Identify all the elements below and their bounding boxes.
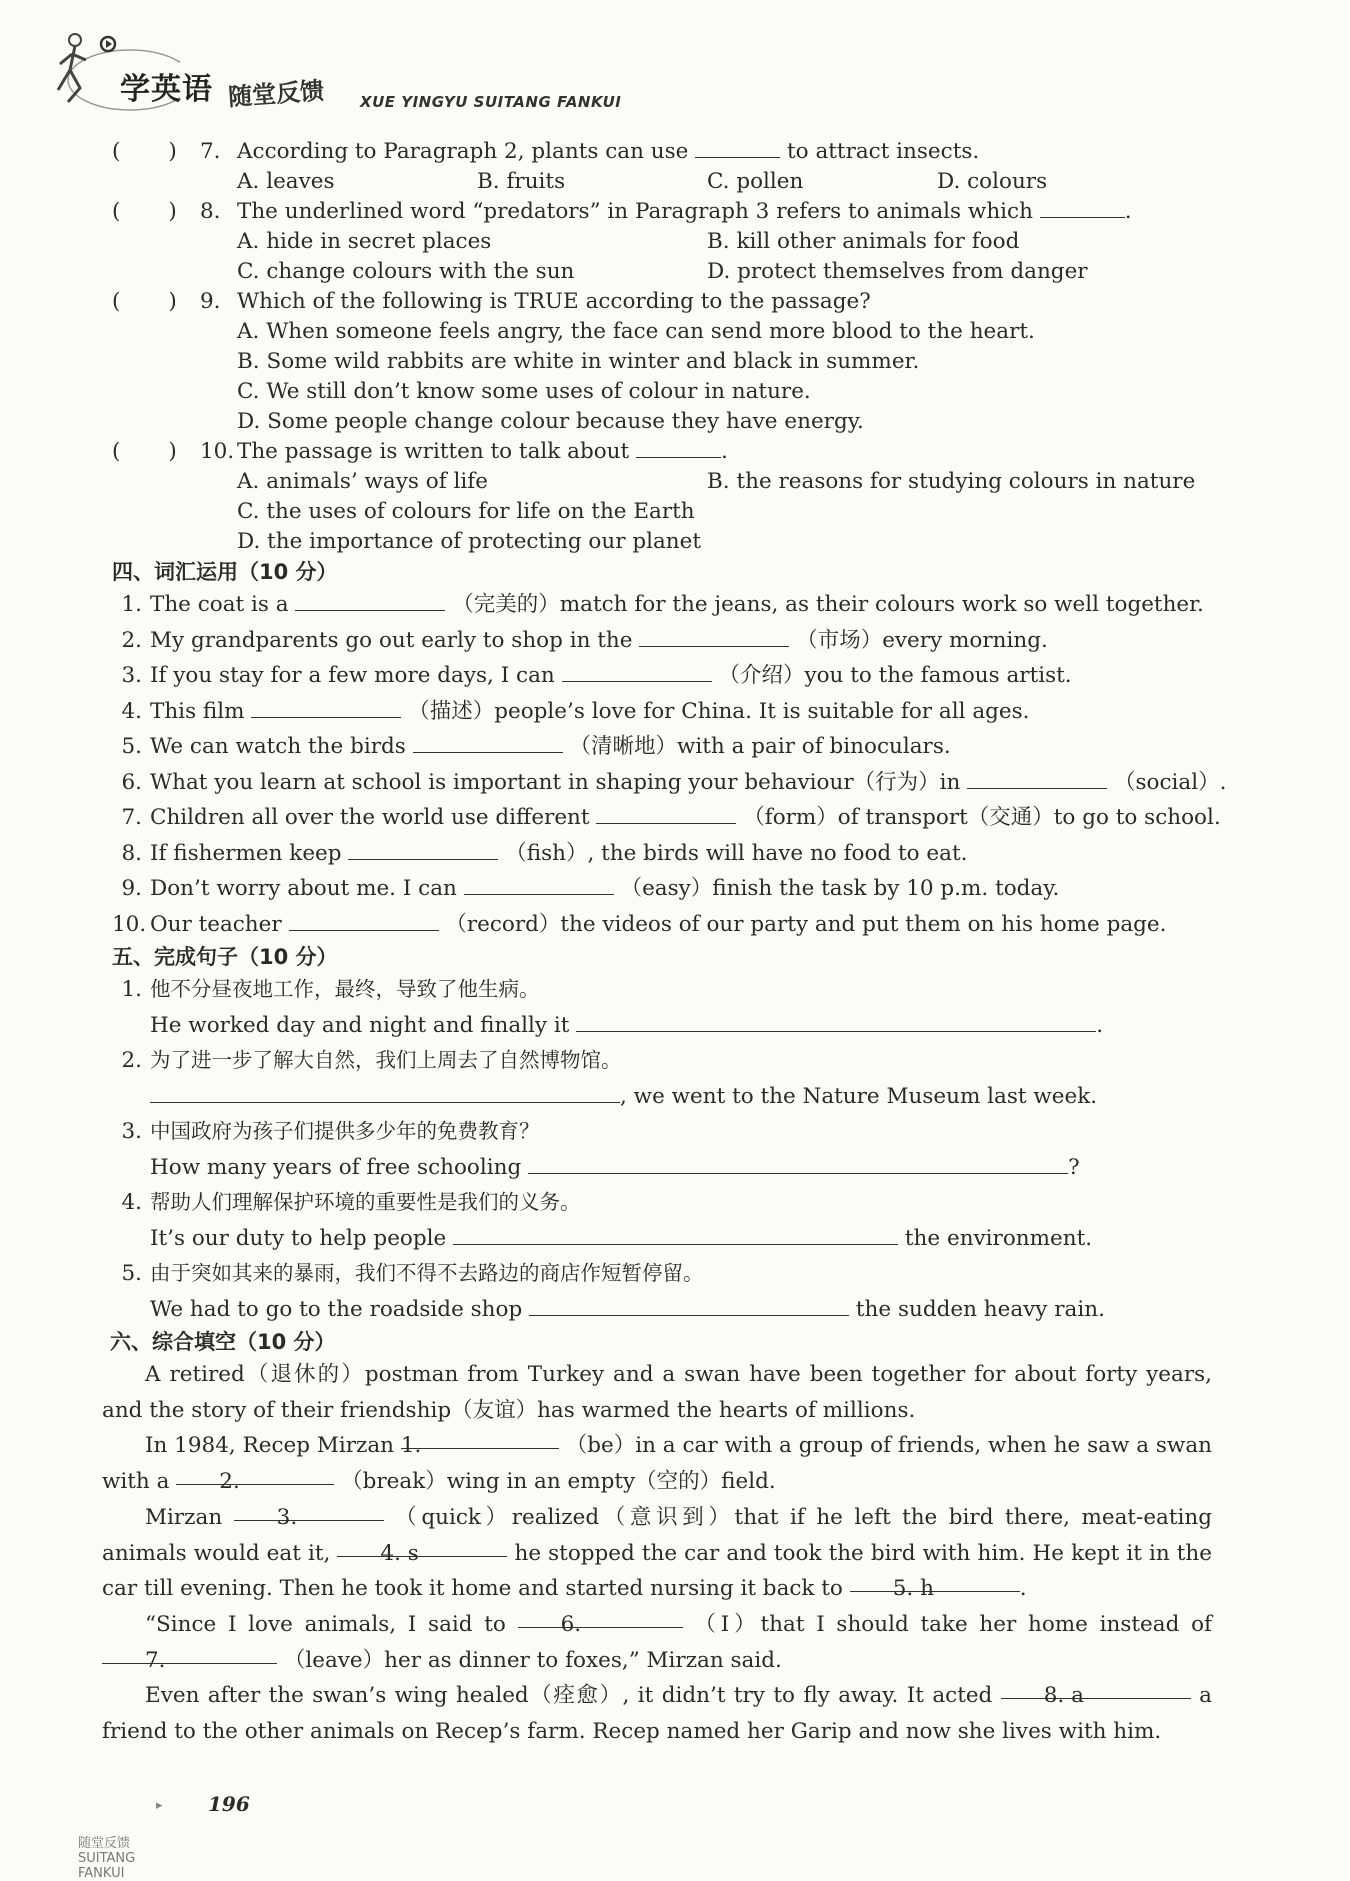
vocab-item-10: 10. Our teacher （record）the videos of our party and put them on his home page. bbox=[112, 911, 1167, 937]
sentence-item-3-en: How many years of free schooling ? bbox=[150, 1154, 1080, 1180]
cloze-paragraph-5: Even after the swan’s wing healed（痊愈）, it didn’t try to fly away. It acted 8. a a friend to the other animals on Recep’s farm. Recep named her Garip and now she lives with him. bbox=[102, 1678, 1212, 1749]
answer-paren[interactable]: ( ) bbox=[112, 199, 177, 224]
answer-blank[interactable] bbox=[529, 1295, 849, 1316]
vocab-item-4: 4. This film （描述）people’s love for China. It is suitable for all ages. bbox=[121, 698, 1030, 724]
section-title-vocabulary: 四、词汇运用（10 分） bbox=[112, 560, 338, 584]
cloze-paragraph-2: In 1984, Recep Mirzan 1. （be）in a car with a group of friends, when he saw a swan with a 2. （break）wing in an empty（空的）field. bbox=[102, 1428, 1212, 1499]
answer-blank[interactable] bbox=[528, 1153, 1068, 1174]
cloze-paragraph-3: Mirzan 3. （quick）realized（意识到）that if he left the bird there, meat-eating animals would eat it, 4. s he stopped the car and took the bird with him. He kept it in the car till evening. Then he took it home and started nursing it back to 5. h . bbox=[102, 1500, 1212, 1607]
vocab-item-1: 1. The coat is a （完美的）match for the jeans, as their colours work so well together. bbox=[121, 592, 1204, 617]
sentence-item-2-cn: 2. 为了进一步了解大自然，我们上周去了自然博物馆。 bbox=[121, 1048, 622, 1073]
answer-blank[interactable] bbox=[576, 1011, 1096, 1032]
option-d[interactable]: D. Some people change colour because they have energy. bbox=[237, 409, 864, 434]
options-row bbox=[112, 257, 1212, 287]
brand-title: 学英语 bbox=[120, 72, 213, 107]
answer-blank[interactable] bbox=[695, 137, 780, 158]
answer-blank[interactable] bbox=[289, 910, 439, 931]
question-10: ( ) 10. The passage is written to talk about . bbox=[112, 437, 1212, 467]
option-a[interactable]: A. hide in secret places bbox=[237, 229, 492, 254]
option-a[interactable]: A. animals’ ways of life bbox=[237, 469, 488, 494]
sentence-item-1-cn: 1. 他不分昼夜地工作，最终，导致了他生病。 bbox=[121, 977, 540, 1002]
question-number: 8. bbox=[200, 199, 221, 224]
option-c[interactable]: C. pollen bbox=[707, 169, 804, 194]
question-stem: Which of the following is TRUE according to the passage? bbox=[237, 289, 871, 314]
sentence-item-5-en: We had to go to the roadside shop the sudden heavy rain. bbox=[150, 1296, 1105, 1322]
section-title-sentences: 五、完成句子（10 分） bbox=[112, 945, 338, 969]
page-number: 196 bbox=[208, 1792, 250, 1816]
answer-paren[interactable]: ( ) bbox=[112, 439, 177, 464]
sentence-item-3-cn: 3. 中国政府为孩子们提供多少年的免费教育？ bbox=[121, 1119, 540, 1144]
question-number: 9. bbox=[200, 289, 221, 314]
vocab-item-3: 3. If you stay for a few more days, I can （介绍）you to the famous artist. bbox=[121, 663, 1072, 688]
section-title-cloze: 六、综合填空（10 分） bbox=[110, 1330, 336, 1354]
sentence-item-4-en: It’s our duty to help people the environment. bbox=[150, 1225, 1093, 1251]
question-stem: The passage is written to talk about bbox=[237, 439, 630, 464]
question-8: ( ) 8. The underlined word “predators” in Paragraph 3 refers to animals which . bbox=[112, 197, 1212, 227]
answer-blank[interactable] bbox=[464, 874, 614, 895]
question-9 bbox=[112, 287, 1212, 317]
answer-blank[interactable] bbox=[348, 839, 498, 860]
vocab-item-5: 5. We can watch the birds （清晰地）with a pair of binoculars. bbox=[121, 734, 951, 759]
question-number: 10. bbox=[200, 439, 235, 464]
vocab-item-7: 7. Children all over the world use different （form）of transport（交通）to go to school. bbox=[121, 805, 1221, 830]
arrow-icon: ▸ bbox=[156, 1798, 163, 1813]
option-d[interactable]: D. colours bbox=[937, 169, 1048, 194]
question-stem: According to Paragraph 2, plants can use bbox=[237, 139, 689, 164]
cloze-blank-4[interactable]: 4. s bbox=[337, 1536, 507, 1557]
question-stem: The underlined word “predators” in Paragraph 3 refers to animals which bbox=[237, 199, 1033, 224]
answer-blank[interactable] bbox=[636, 437, 721, 458]
vocab-item-8: 8. If fishermen keep （fish）, the birds will have no food to eat. bbox=[121, 840, 968, 866]
options-row bbox=[112, 467, 1212, 497]
answer-blank[interactable] bbox=[562, 661, 712, 682]
option-b[interactable]: B. kill other animals for food bbox=[707, 229, 1020, 254]
sentence-item-2-en: , we went to the Nature Museum last week. bbox=[112, 1079, 1212, 1115]
cloze-blank-5[interactable]: 5. h bbox=[850, 1571, 1020, 1592]
vocab-item-2: 2. My grandparents go out early to shop in the （市场）every morning. bbox=[121, 627, 1048, 653]
brand-pinyin: XUE YINGYU SUITANG FANKUI bbox=[360, 93, 622, 111]
sentence-item-5-cn: 5. 由于突如其来的暴雨，我们不得不去路边的商店作短暂停留。 bbox=[121, 1261, 704, 1286]
answer-blank[interactable] bbox=[1040, 197, 1125, 218]
options-row bbox=[112, 227, 1212, 257]
answer-paren[interactable]: ( ) bbox=[112, 289, 177, 314]
footer-tag: 随堂反馈 SUITANG FANKUI bbox=[78, 1836, 136, 1881]
answer-paren[interactable]: ( ) bbox=[112, 139, 177, 164]
answer-blank[interactable] bbox=[413, 732, 563, 753]
question-number: 7. bbox=[200, 139, 221, 164]
content bbox=[102, 137, 1227, 1750]
sentence-item-1-en: He worked day and night and finally it . bbox=[150, 1012, 1104, 1038]
sentence-item-4-cn: 4. 帮助人们理解保护环境的重要性是我们的义务。 bbox=[121, 1190, 581, 1215]
answer-blank[interactable] bbox=[967, 768, 1107, 789]
answer-blank[interactable] bbox=[150, 1082, 620, 1103]
question-7 bbox=[112, 137, 1212, 167]
cloze-blank-6[interactable]: 6. bbox=[518, 1607, 683, 1628]
cloze-paragraph-4: “Since I love animals, I said to 6. （I）that I should take her home instead of 7. （leave）her as dinner to foxes,” Mirzan said. bbox=[102, 1607, 1212, 1678]
answer-blank[interactable] bbox=[453, 1224, 898, 1245]
option-b[interactable]: B. the reasons for studying colours in nature bbox=[707, 469, 1196, 494]
cloze-blank-8[interactable]: 8. a bbox=[1001, 1678, 1191, 1699]
cloze-blank-7[interactable]: 7. bbox=[102, 1643, 277, 1664]
question-stem-end: to attract insects. bbox=[787, 139, 980, 164]
cloze-blank-3[interactable]: 3. bbox=[234, 1500, 384, 1521]
option-c[interactable]: C. the uses of colours for life on the Earth bbox=[237, 499, 695, 524]
answer-blank[interactable] bbox=[295, 590, 445, 611]
option-c[interactable]: C. change colours with the sun bbox=[237, 259, 575, 284]
option-a[interactable]: A. leaves bbox=[237, 169, 335, 194]
cloze-blank-1[interactable]: 1. bbox=[401, 1428, 559, 1449]
options-row bbox=[112, 167, 1212, 197]
answer-blank[interactable] bbox=[251, 697, 401, 718]
option-b[interactable]: B. Some wild rabbits are white in winter and black in summer. bbox=[237, 349, 920, 374]
option-a[interactable]: A. When someone feels angry, the face can send more blood to the heart. bbox=[237, 319, 1035, 344]
answer-blank[interactable] bbox=[639, 626, 789, 647]
option-d[interactable]: D. protect themselves from danger bbox=[707, 259, 1088, 284]
option-c[interactable]: C. We still don’t know some uses of colour in nature. bbox=[237, 379, 811, 404]
cloze-passage bbox=[102, 1357, 1212, 1750]
vocab-item-6: 6. What you learn at school is important in shaping your behaviour（行为）in （social）. bbox=[121, 769, 1227, 795]
brand-subtitle: 随堂反馈 bbox=[227, 76, 326, 112]
vocab-item-9: 9. Don’t worry about me. I can （easy）finish the task by 10 p.m. today. bbox=[121, 876, 1060, 901]
cloze-paragraph-1: A retired（退休的）postman from Turkey and a swan have been together for about forty years, and the story of their friendship（友谊）has warmed the hearts of millions. bbox=[102, 1362, 1212, 1423]
option-b[interactable]: B. fruits bbox=[477, 169, 566, 194]
answer-blank[interactable] bbox=[596, 803, 736, 824]
cloze-blank-2[interactable]: 2. bbox=[176, 1464, 334, 1485]
option-d[interactable]: D. the importance of protecting our planet bbox=[237, 529, 701, 554]
page-header bbox=[50, 30, 650, 130]
